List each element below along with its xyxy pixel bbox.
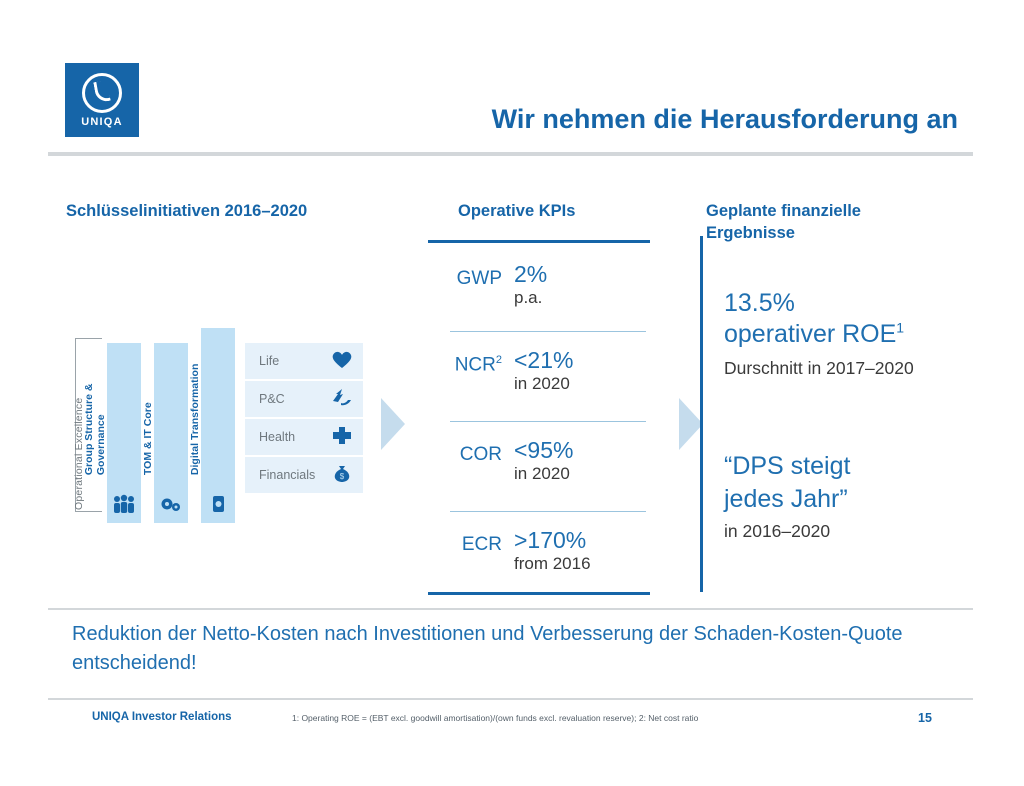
kpi-name-ncr-footnote: 2: [495, 354, 502, 366]
car-crash-icon: [331, 388, 353, 411]
segment-health-label: Health: [259, 430, 296, 444]
kpi-value-ecr-note: from 2016: [514, 554, 591, 574]
banner-divider: [48, 608, 973, 610]
kpi-value-cor: [514, 438, 650, 485]
footer-page-number: 15: [918, 711, 932, 725]
result-dps: [724, 450, 974, 515]
footer-left-text: UNIQA Investor Relations: [92, 711, 232, 723]
money-bag-icon: [331, 464, 353, 487]
results-heading: Geplante finanzielle Ergebnisse: [706, 202, 861, 243]
heart-icon: [331, 350, 353, 373]
initiative-bar-tom-it-label: TOM & IT Core: [141, 402, 154, 475]
segment-financials-label: Financials: [259, 468, 316, 482]
kpi-value-gwp: [514, 262, 650, 309]
kpi-divider-3: [450, 511, 646, 512]
initiative-bar-digital-label: Digital Transformation: [188, 363, 201, 475]
logo-text: UNIQA: [81, 115, 123, 128]
initiative-bar-governance-label: Group Structure & Governance: [82, 383, 107, 475]
kpi-value-ncr-note: in 2020: [514, 374, 570, 394]
uniqa-wave-logo-icon: [82, 73, 122, 113]
kpi-bottom-rule: [428, 592, 650, 595]
kpi-value-ncr: [514, 348, 650, 395]
cross-icon: [331, 426, 353, 449]
result-dps-line1: “DPS steigt: [724, 452, 851, 480]
people-icon: [107, 494, 141, 517]
initiative-bar-governance: [82, 343, 141, 523]
kpi-row-ecr: [428, 528, 650, 575]
kpi-name-cor: COR: [459, 444, 502, 465]
banner-text: Reduktion der Netto-Kosten nach Investitionen und Verbesserung der Schaden-Kosten-Quote entscheidend!: [72, 623, 903, 674]
result-dps-line2: jedes Jahr”: [724, 484, 848, 513]
kpi-value-gwp-number: 2%: [514, 261, 548, 287]
kpi-row-cor: [428, 438, 650, 485]
header-divider: [48, 152, 973, 156]
segment-pc: [245, 381, 363, 417]
footer-footnote: 1: Operating ROE = (EBT excl. goodwill amortisation)/(own funds excl. revaluation reserve); 2: Net cost ratio: [292, 713, 699, 723]
kpi-value-cor-number: <95%: [514, 437, 574, 463]
kpi-name-ncr: NCR$^2$: [454, 354, 502, 376]
segment-life-label: Life: [259, 354, 280, 368]
segment-health: [245, 419, 363, 455]
operational-excellence-label: Operational Excellence: [73, 397, 85, 510]
segment-financials: [245, 457, 363, 493]
kpi-value-ecr: [514, 528, 650, 575]
business-segments: [245, 343, 363, 495]
kpi-value-gwp-note: p.a.: [514, 288, 543, 308]
device-icon: [201, 494, 235, 517]
result-roe-label: operativer ROE: [724, 320, 897, 349]
kpi-value-cor-note: in 2020: [514, 464, 570, 484]
segment-life: [245, 343, 363, 379]
kpi-name-gwp: GWP: [456, 268, 502, 289]
results-divider: [700, 236, 703, 592]
kpi-row-ncr: [428, 348, 650, 395]
kpi-value-ncr-number: <21%: [514, 347, 574, 373]
initiatives-heading: Schlüsselinitiativen 2016–2020: [66, 202, 308, 220]
result-roe-subtext: Durschnitt in 2017–2020: [724, 358, 914, 378]
result-roe-value: 13.5%: [724, 289, 795, 317]
kpi-row-gwp: [428, 262, 650, 309]
kpi-divider-1: [450, 331, 646, 332]
kpi-value-ecr-number: >170%: [514, 527, 587, 553]
kpis-heading: Operative KPIs: [458, 202, 576, 220]
kpi-name-ecr: ECR: [461, 534, 502, 555]
result-roe-footnote: 1: [896, 319, 905, 336]
arrow-initiatives-to-kpis: [381, 398, 405, 450]
svg-text:$: $: [339, 471, 345, 481]
initiative-bar-digital: [188, 328, 235, 523]
result-dps-subtext: in 2016–2020: [724, 521, 831, 541]
page-title: Wir nehmen die Herausforderung an: [491, 104, 958, 134]
gears-icon: [154, 494, 188, 517]
segment-pc-label: P&C: [259, 392, 285, 406]
uniqa-logo: [65, 63, 139, 137]
kpi-divider-2: [450, 421, 646, 422]
result-roe: [724, 288, 974, 351]
initiative-bar-tom-it: [141, 343, 188, 523]
footer-divider: [48, 698, 973, 700]
kpi-top-rule: [428, 240, 650, 243]
